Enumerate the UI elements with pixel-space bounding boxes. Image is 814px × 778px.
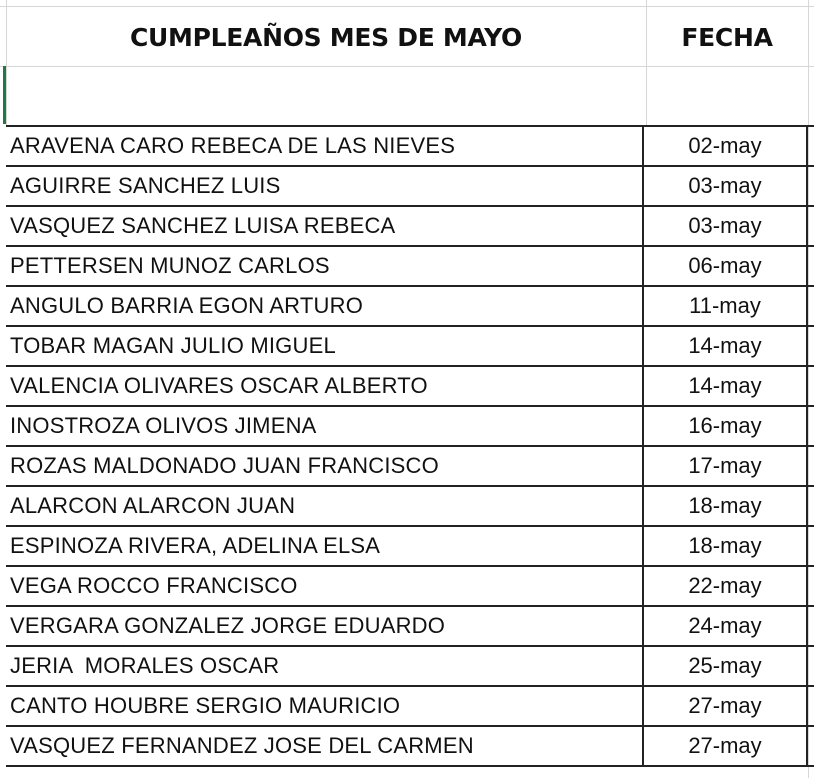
name-cell[interactable]: TOBAR MAGAN JULIO MIGUEL xyxy=(6,327,644,365)
date-cell[interactable]: 14-may xyxy=(644,367,808,405)
name-cell[interactable]: ESPINOZA RIVERA, ADELINA ELSA xyxy=(6,527,644,565)
name-cell[interactable]: JERIA MORALES OSCAR xyxy=(6,647,644,685)
name-cell[interactable]: ANGULO BARRIA EGON ARTURO xyxy=(6,287,644,325)
name-cell[interactable]: AGUIRRE SANCHEZ LUIS xyxy=(6,167,644,205)
table-row[interactable] xyxy=(6,527,814,567)
name-cell[interactable]: ROZAS MALDONADO JUAN FRANCISCO xyxy=(6,447,644,485)
table-row[interactable] xyxy=(6,367,814,407)
date-cell[interactable]: 27-may xyxy=(644,727,808,765)
name-cell[interactable]: ALARCON ALARCON JUAN xyxy=(6,487,644,525)
date-cell[interactable]: 02-may xyxy=(644,127,808,165)
table-row[interactable] xyxy=(6,207,814,247)
name-cell[interactable]: VALENCIA OLIVARES OSCAR ALBERTO xyxy=(6,367,644,405)
name-cell[interactable]: ARAVENA CARO REBECA DE LAS NIEVES xyxy=(6,127,644,165)
date-cell[interactable]: 03-may xyxy=(644,167,808,205)
grid-line xyxy=(0,66,814,67)
name-cell[interactable]: INOSTROZA OLIVOS JIMENA xyxy=(6,407,644,445)
grid-line xyxy=(0,6,814,7)
table-row[interactable] xyxy=(6,287,814,327)
date-cell[interactable]: 25-may xyxy=(644,647,808,685)
table-row[interactable] xyxy=(6,167,814,207)
table-row[interactable] xyxy=(6,247,814,287)
name-cell[interactable]: VASQUEZ SANCHEZ LUISA REBECA xyxy=(6,207,644,245)
date-cell[interactable]: 14-may xyxy=(644,327,808,365)
date-cell[interactable]: 18-may xyxy=(644,527,808,565)
name-cell[interactable]: VEGA ROCCO FRANCISCO xyxy=(6,567,644,605)
date-cell[interactable]: 22-may xyxy=(644,567,808,605)
name-cell[interactable]: VERGARA GONZALEZ JORGE EDUARDO xyxy=(6,607,644,645)
name-cell[interactable]: PETTERSEN MUNOZ CARLOS xyxy=(6,247,644,285)
date-cell[interactable]: 17-may xyxy=(644,447,808,485)
birthday-table xyxy=(6,125,814,767)
table-row[interactable] xyxy=(6,687,814,727)
date-cell[interactable]: 06-may xyxy=(644,247,808,285)
date-cell[interactable]: 11-may xyxy=(644,287,808,325)
date-cell[interactable]: 27-may xyxy=(644,687,808,725)
table-row[interactable] xyxy=(6,567,814,607)
table-row[interactable] xyxy=(6,127,814,167)
table-row[interactable] xyxy=(6,487,814,527)
table-row[interactable] xyxy=(6,607,814,647)
selected-cell-indicator xyxy=(3,66,6,124)
date-cell[interactable]: 16-may xyxy=(644,407,808,445)
name-cell[interactable]: CANTO HOUBRE SERGIO MAURICIO xyxy=(6,687,644,725)
date-cell[interactable]: 18-may xyxy=(644,487,808,525)
name-cell[interactable]: VASQUEZ FERNANDEZ JOSE DEL CARMEN xyxy=(6,727,644,765)
date-cell[interactable]: 24-may xyxy=(644,607,808,645)
date-column-header[interactable]: FECHA xyxy=(681,22,773,52)
date-cell[interactable]: 03-may xyxy=(644,207,808,245)
table-row[interactable] xyxy=(6,327,814,367)
table-row[interactable] xyxy=(6,407,814,447)
name-column-header[interactable]: CUMPLEAÑOS MES DE MAYO xyxy=(130,22,522,52)
table-row[interactable] xyxy=(6,447,814,487)
table-row[interactable] xyxy=(6,727,814,767)
table-row[interactable] xyxy=(6,647,814,687)
